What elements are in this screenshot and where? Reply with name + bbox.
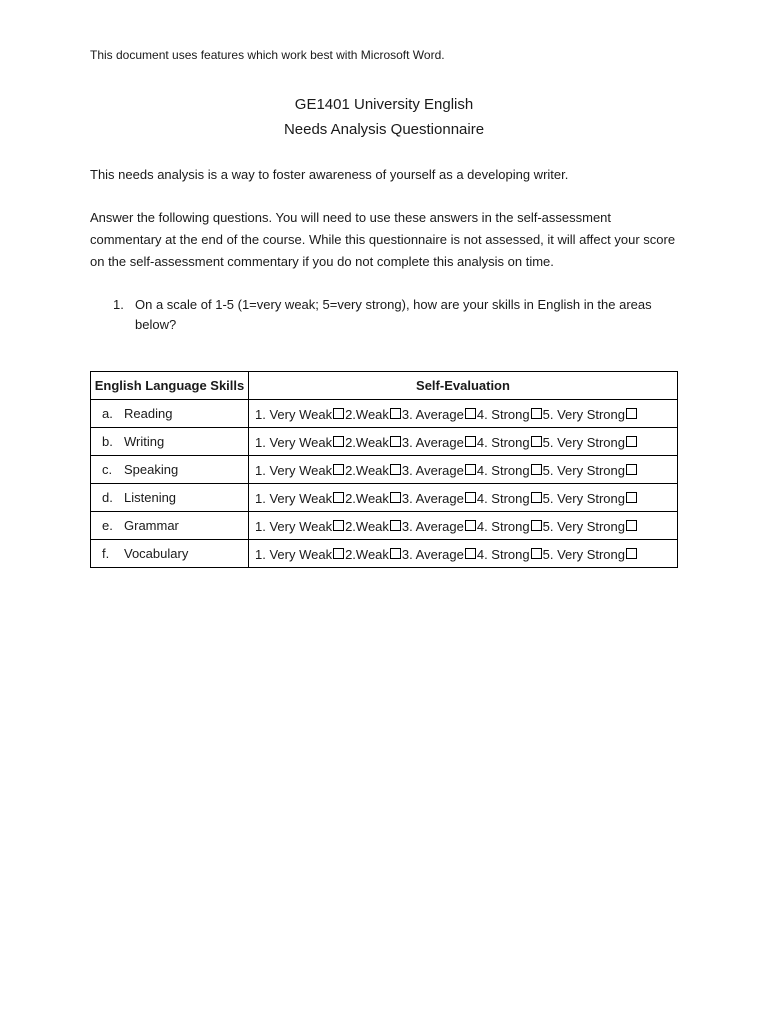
rating-option-label: 3. Average bbox=[401, 490, 464, 506]
rating-option-label: 3. Average bbox=[401, 518, 464, 534]
rating-option-label: 2.Weak bbox=[345, 546, 389, 562]
self-evaluation-cell bbox=[249, 400, 678, 428]
compatibility-notice: This document uses features which work best with Microsoft Word. bbox=[90, 48, 445, 62]
rating-checkbox[interactable] bbox=[390, 548, 401, 559]
rating-option-label: 3. Average bbox=[401, 462, 464, 478]
table-row bbox=[91, 456, 678, 484]
rating-option-label: 5. Very Strong bbox=[542, 546, 625, 562]
rating-option-label: 5. Very Strong bbox=[542, 406, 625, 422]
self-evaluation-cell bbox=[249, 484, 678, 512]
rating-checkbox[interactable] bbox=[390, 520, 401, 531]
rating-checkbox[interactable] bbox=[465, 492, 476, 503]
skill-name: Reading bbox=[124, 406, 173, 421]
rating-checkbox[interactable] bbox=[333, 436, 344, 447]
skill-cell bbox=[91, 484, 249, 512]
table-row bbox=[91, 512, 678, 540]
table-row bbox=[91, 484, 678, 512]
rating-option-label: 1. Very Weak bbox=[255, 434, 333, 450]
rating-option-label: 4. Strong bbox=[476, 406, 530, 422]
rating-checkbox[interactable] bbox=[626, 520, 637, 531]
skill-letter: f. bbox=[102, 546, 110, 561]
skill-letter: a. bbox=[102, 406, 113, 421]
rating-option-label: 2.Weak bbox=[345, 490, 389, 506]
rating-checkbox[interactable] bbox=[390, 408, 401, 419]
rating-checkbox[interactable] bbox=[626, 492, 637, 503]
rating-option-label: 2.Weak bbox=[345, 406, 389, 422]
skill-name: Vocabulary bbox=[124, 546, 189, 561]
rating-option-label: 4. Strong bbox=[476, 490, 530, 506]
document-subtitle: Needs Analysis Questionnaire bbox=[283, 121, 485, 138]
rating-option-label: 3. Average bbox=[401, 406, 464, 422]
header-self-evaluation: Self-Evaluation bbox=[249, 372, 678, 400]
rating-checkbox[interactable] bbox=[626, 464, 637, 475]
document-title: GE1401 University English bbox=[294, 96, 474, 113]
rating-checkbox[interactable] bbox=[531, 464, 542, 475]
question-number: 1. bbox=[113, 297, 124, 312]
skill-letter: d. bbox=[102, 490, 113, 505]
rating-option-label: 2.Weak bbox=[345, 462, 389, 478]
rating-option-label: 4. Strong bbox=[476, 518, 530, 534]
skill-cell bbox=[91, 456, 249, 484]
rating-checkbox[interactable] bbox=[333, 408, 344, 419]
rating-checkbox[interactable] bbox=[390, 464, 401, 475]
rating-option-label: 3. Average bbox=[401, 434, 464, 450]
skill-cell bbox=[91, 428, 249, 456]
rating-checkbox[interactable] bbox=[465, 520, 476, 531]
rating-checkbox[interactable] bbox=[531, 492, 542, 503]
rating-checkbox[interactable] bbox=[626, 408, 637, 419]
rating-option-label: 1. Very Weak bbox=[255, 546, 333, 562]
intro-paragraph: This needs analysis is a way to foster awareness of yourself as a developing writer. bbox=[90, 167, 569, 182]
rating-option-label: 1. Very Weak bbox=[255, 490, 333, 506]
rating-option-label: 1. Very Weak bbox=[255, 406, 333, 422]
self-evaluation-cell bbox=[249, 540, 678, 568]
rating-checkbox[interactable] bbox=[333, 548, 344, 559]
rating-checkbox[interactable] bbox=[531, 548, 542, 559]
skill-letter: e. bbox=[102, 518, 113, 533]
rating-checkbox[interactable] bbox=[333, 492, 344, 503]
question-text: On a scale of 1-5 (1=very weak; 5=very strong), how are your skills in English in the areas below? bbox=[135, 297, 652, 332]
skill-cell bbox=[91, 512, 249, 540]
rating-option-label: 1. Very Weak bbox=[255, 462, 333, 478]
rating-option-label: 4. Strong bbox=[476, 462, 530, 478]
rating-option-label: 4. Strong bbox=[476, 546, 530, 562]
rating-checkbox[interactable] bbox=[531, 408, 542, 419]
header-skills: English Language Skills bbox=[91, 372, 249, 400]
rating-option-label: 2.Weak bbox=[345, 434, 389, 450]
rating-checkbox[interactable] bbox=[531, 436, 542, 447]
self-evaluation-cell bbox=[249, 456, 678, 484]
skill-name: Listening bbox=[124, 490, 177, 505]
rating-option-label: 1. Very Weak bbox=[255, 518, 333, 534]
rating-option-label: 5. Very Strong bbox=[542, 490, 625, 506]
skill-letter: c. bbox=[102, 462, 113, 477]
rating-option-label: 2.Weak bbox=[345, 518, 389, 534]
rating-checkbox[interactable] bbox=[333, 520, 344, 531]
rating-option-label: 5. Very Strong bbox=[542, 518, 625, 534]
self-evaluation-cell bbox=[249, 512, 678, 540]
skill-cell bbox=[91, 400, 249, 428]
rating-checkbox[interactable] bbox=[465, 548, 476, 559]
rating-checkbox[interactable] bbox=[465, 408, 476, 419]
rating-option-label: 4. Strong bbox=[476, 434, 530, 450]
rating-checkbox[interactable] bbox=[626, 548, 637, 559]
rating-checkbox[interactable] bbox=[333, 464, 344, 475]
rating-option-label: 3. Average bbox=[401, 546, 464, 562]
skill-name: Writing bbox=[124, 434, 165, 449]
rating-checkbox[interactable] bbox=[465, 464, 476, 475]
table-row bbox=[91, 540, 678, 568]
rating-checkbox[interactable] bbox=[626, 436, 637, 447]
instructions-paragraph: Answer the following questions. You will need to use these answers in the self-assessment commentary at the end of the course. While this questionnaire is not assessed, it will affect your score on the self-assessment commentary if you do not complete this analysis on time. bbox=[90, 210, 676, 269]
rating-checkbox[interactable] bbox=[531, 520, 542, 531]
skill-letter: b. bbox=[102, 434, 113, 449]
rating-checkbox[interactable] bbox=[390, 492, 401, 503]
table-row bbox=[91, 400, 678, 428]
skill-cell bbox=[91, 540, 249, 568]
skill-name: Grammar bbox=[124, 518, 179, 533]
rating-option-label: 5. Very Strong bbox=[542, 462, 625, 478]
rating-checkbox[interactable] bbox=[465, 436, 476, 447]
skill-name: Speaking bbox=[124, 462, 179, 477]
skills-table bbox=[90, 371, 678, 568]
rating-checkbox[interactable] bbox=[390, 436, 401, 447]
table-row bbox=[91, 428, 678, 456]
table-header-row bbox=[91, 372, 678, 400]
rating-option-label: 5. Very Strong bbox=[542, 434, 625, 450]
self-evaluation-cell bbox=[249, 428, 678, 456]
